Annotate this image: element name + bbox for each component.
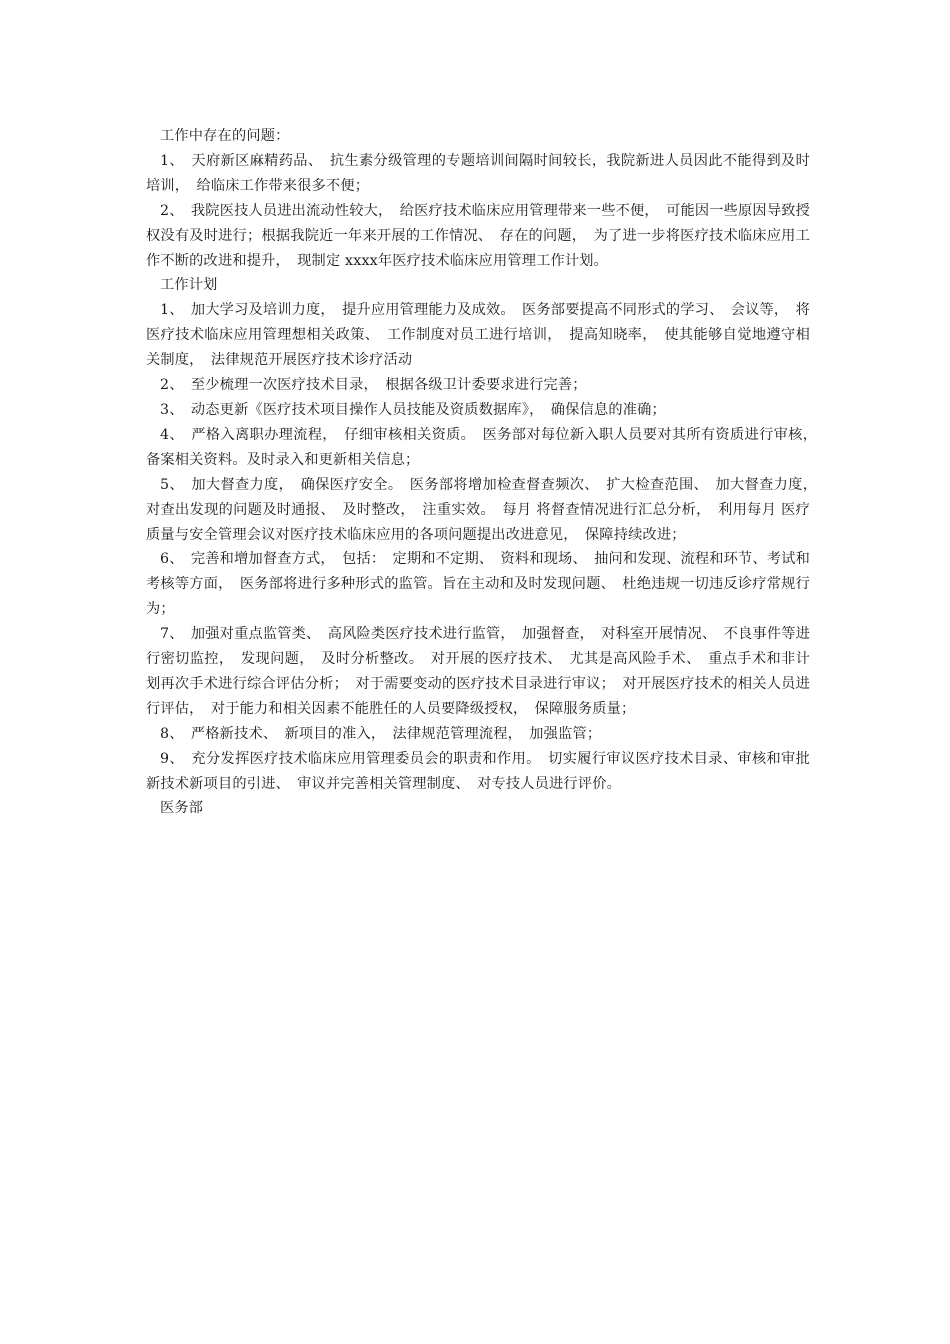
plan-item-4: 4、 严格入离职办理流程， 仔细审核相关资质。 医务部对每位新入职人员要对其所有资质进行审核， 备案相关资料。及时录入和更新相关信息； <box>146 426 825 468</box>
issues-heading: 工作中存在的问题： <box>160 128 290 144</box>
document-body <box>146 124 825 821</box>
plan-item-5: 5、 加大督查力度， 确保医疗安全。 医务部将增加检查督查频次、 扩大检查范围、 加大督查力度， 对查出发现的问题及时通报、 及时整改， 注重实效。 每月 将督查情况进行汇总分析， 利用每月 医疗质量与安全管理会议对医疗技术临床应用的各项问题提出改进意见， 保障持续改进； <box>146 476 825 543</box>
plan-item-3: 3、 动态更新《医疗技术项目操作人员技能及资质数据库》， 确保信息的准确； <box>160 401 666 418</box>
plan-item-6: 6、 完善和增加督查方式， 包括： 定期和不定期、 资料和现场、 抽问和发现、流程和环节、考试和考核等方面， 医务部将进行多种形式的监管。旨在主动和及时发现问题、 杜绝违规一切违反诊疗常规行为； <box>146 551 810 618</box>
plan-heading: 工作计划 <box>160 277 218 294</box>
plan-item-9: 9、 充分发挥医疗技术临床应用管理委员会的职责和作用。 切实履行审议医疗技术目录、审核和审批新技术新项目的引进、 审议并完善相关管理制度、 对专技人员进行评价。 <box>146 750 810 792</box>
plan-item-1: 1、 加大学习及培训力度， 提升应用管理能力及成效。 医务部要提高不同形式的学习、 会议等， 将医疗技术临床应用管理想相关政策、 工作制度对员工进行培训， 提高知晓率， 使其能够自觉地遵守相关制度， 法律规范开展医疗技术诊疗活动 <box>146 302 810 369</box>
issue-item-1: 1、 天府新区麻精药品、 抗生素分级管理的专题培训间隔时间较长，我院新进人员因此不能得到及时培训， 给临床工作带来很多不便； <box>146 152 810 194</box>
issue-item-2: 2、 我院医技人员进出流动性较大， 给医疗技术临床应用管理带来一些不便， 可能因一些原因导致授权没有及时进行；根据我院近一年来开展的工作情况、 存在的问题， 为了进一步将医疗技术临床应用工作不断的改进和提升， 现制定 xxxx年医疗技术临床应用管理工作计划。 <box>146 202 810 269</box>
plan-item-2: 2、 至少梳理一次医疗技术目录， 根据各级卫计委要求进行完善； <box>160 377 587 394</box>
signature: 医务部 <box>160 800 204 817</box>
plan-item-7: 7、 加强对重点监管类、 高风险类医疗技术进行监管， 加强督查， 对科室开展情况、 不良事件等进行密切监控， 发现问题， 及时分析整改。 对开展的医疗技术、 尤其是高风险手术、 重点手术和非计划再次手术进行综合评估分析； 对于需要变动的医疗技术目录进行审议； 对开展医疗技术的相关人员进行评估， 对于能力和相关因素不能胜任的人员要降级授权， 保障服务质量； <box>146 626 810 717</box>
plan-item-8: 8、 严格新技术、 新项目的准入， 法律规范管理流程， 加强监管； <box>160 725 602 742</box>
